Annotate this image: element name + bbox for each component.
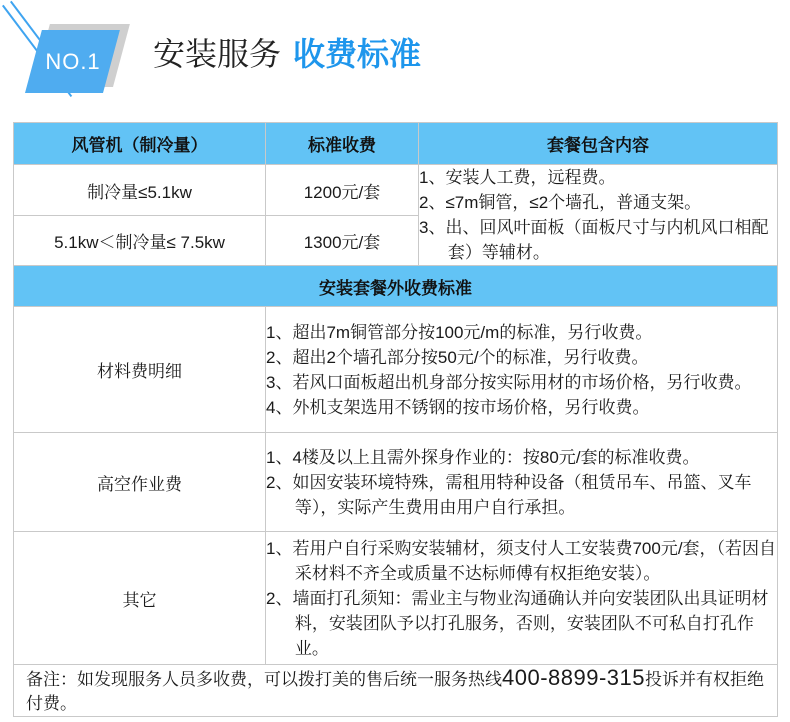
package-item: 1、安装人工费，远程费。	[419, 168, 616, 187]
package-item: 2、≤7m铜管，≤2个墙孔，普通支架。	[419, 193, 702, 212]
column-header-price: 标准收费	[266, 123, 419, 165]
fee-item: 1、若用户自行采购安装辅材，须支付人工安装费700元/套，（若因自采材料不齐全或质量不达标师傅有权拒绝安装）。	[266, 538, 777, 583]
fee-item: 2、墙面打孔须知：需业主与物业沟通确认并向安装团队出具证明材料，安装团队予以打孔服务，否则，安装团队不可私自打孔作业。	[266, 588, 769, 658]
pricing-row	[14, 165, 778, 216]
extra-fee-section-title: 安装套餐外收费标准	[14, 266, 778, 307]
column-header-model: 风管机（制冷量）	[14, 123, 266, 165]
table-row-material-fees	[14, 307, 778, 433]
row-label: 高空作业费	[14, 433, 266, 532]
model-cell: 5.1kw＜制冷量≤ 7.5kw	[14, 216, 266, 266]
note-prefix: 备注：如发现服务人员多收费，可以拨打美的售后统一服务热线	[26, 669, 502, 689]
service-hotline-number: 400-8899-315	[502, 664, 646, 690]
price-cell: 1200元/套	[266, 165, 419, 216]
table-row-high-altitude-fees	[14, 433, 778, 532]
page-header	[0, 0, 790, 122]
note-text	[26, 666, 771, 716]
extra-fee-section-header	[14, 266, 778, 307]
price-cell: 1300元/套	[266, 216, 419, 266]
column-header-package: 套餐包含内容	[419, 123, 778, 165]
fee-item: 4、外机支架选用不锈钢的按市场价格，另行收费。	[266, 397, 650, 417]
fee-item: 2、如因安装环境特殊，需租用特种设备（租赁吊车、吊篮、叉车等），实际产生费用由用户自行承担。	[266, 472, 752, 517]
package-item: 3、出、回风叶面板（面板尺寸与内机风口相配套）等辅材。	[419, 218, 769, 262]
fee-item: 1、4楼及以上且需外探身作业的：按80元/套的标准收费。	[266, 447, 700, 467]
page-title	[153, 34, 421, 74]
fee-item: 2、超出2个墙孔部分按50元/个的标准，另行收费。	[266, 347, 649, 367]
row-items-cell	[266, 532, 778, 665]
package-includes-cell	[419, 165, 778, 266]
row-label: 材料费明细	[14, 307, 266, 433]
page-title-accent: 收费标准	[293, 36, 422, 72]
model-cell: 制冷量≤5.1kw	[14, 165, 266, 216]
table-row-note	[14, 665, 778, 717]
row-items-cell	[266, 433, 778, 532]
note-cell	[14, 665, 778, 717]
row-items-cell	[266, 307, 778, 433]
table-row-other-fees	[14, 532, 778, 665]
fee-item: 3、若风口面板超出机身部分按实际用材的市场价格，另行收费。	[266, 372, 752, 392]
note-suffix: 投诉并有权拒绝付费。	[26, 669, 765, 713]
badge-label: NO.1	[45, 49, 101, 74]
table-header-row	[14, 123, 778, 165]
page-title-main: 安装服务	[153, 36, 282, 72]
fee-item: 1、超出7m铜管部分按100元/m的标准，另行收费。	[266, 322, 653, 342]
installation-fee-table	[13, 122, 778, 717]
row-label: 其它	[14, 532, 266, 665]
